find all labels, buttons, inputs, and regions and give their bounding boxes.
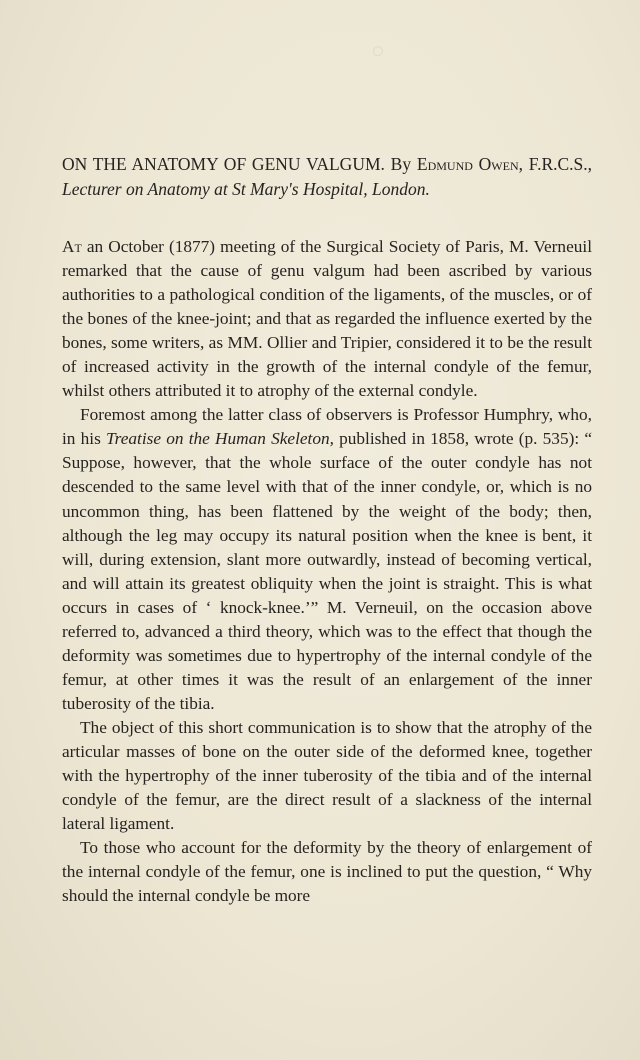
paragraph-2-text-a: Foremost among the latter class of observers is Professor Humphry, who, in his [62, 405, 592, 449]
article-body [62, 235, 592, 908]
article-title: ON THE ANATOMY OF GENU VALGUM. [62, 154, 385, 174]
author-degree: , F.R.C.S., [518, 154, 593, 174]
paragraph-1-lead: At [62, 237, 82, 256]
author-name: Edmund Owen [416, 154, 519, 174]
paragraph-2 [62, 403, 592, 716]
book-title: Treatise on the Human Skeleton, [106, 429, 334, 449]
bleed-through-mark: ◌ [372, 40, 384, 62]
paragraph-1-text: an October (1877) meeting of the Surgical Society of Paris, M. Verneuil remarked that the cause of genu valgum had been ascribed by various authorities to a pathological condition of the ligaments, of the muscles, or of the bones of the knee-joint; and that as regarded the influence exerted by the bones, some writers, as MM. Ollier and Tripier, considered it to be the result of increased activity in the growth of the internal condyle of the femur, whilst others attributed it to atrophy of the external condyle. [62, 237, 592, 401]
article-header [62, 152, 592, 202]
paragraph-3: The object of this short communication is to show that the atrophy of the articular masses of bone on the outer side of the deformed knee, together with the hypertrophy of the inner tuberosity of the tibia and of the internal condyle of the femur, are the direct result of a slackness of the internal lateral ligament. [62, 717, 592, 834]
paragraph-4: To those who account for the deformity by the theory of enlargement of the internal condyle of the femur, one is inclined to put the question, “ Why should the internal condyle be more [62, 838, 592, 906]
paragraph-1 [62, 235, 592, 403]
byline-by: By [390, 154, 412, 174]
paragraph-2-text-b: published in 1858, wrote (p. 535): “ Suppose, however, that the whole surface of the outer condyle has not descended to the same level with that of the inner condyle, or, which is no uncommon thing, has been flattened by the weight of the body; then, although the leg may occupy its natural position when the knee is bent, it will, during extension, slant more outwardly, instead of becoming vertical, and will attain its greatest obliquity when the joint is straight. This is what occurs in cases of ‘ knock-knee.’” M. Verneuil, on the occasion above referred to, advanced a third theory, which was to the effect that though the deformity was sometimes due to hypertrophy of the internal condyle of the femur, at other times it was the result of an enlargement of the inner tuberosity of the tibia. [62, 429, 592, 713]
author-role: Lecturer on Anatomy at St Mary's Hospital, London. [62, 179, 430, 199]
